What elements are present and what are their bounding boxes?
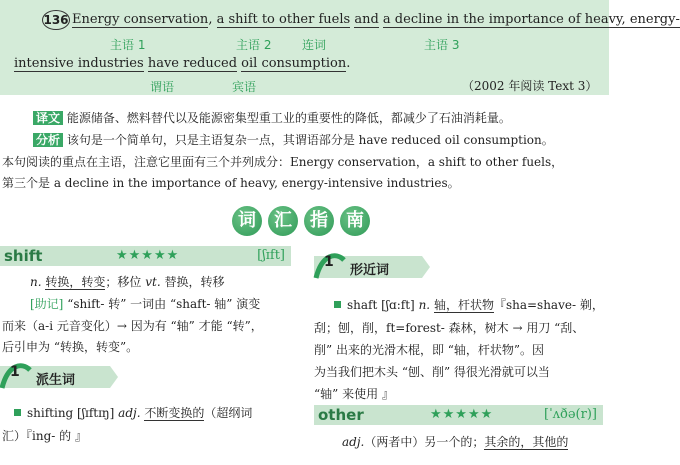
mnemonic-line-1: [助记] “shift- 转” 一词由 “shaft- 轴” 演变 <box>30 297 261 311</box>
similar-line-1: shaft [ʃɑ:ft] n. 轴，杆状物『sha=shave- 剃， <box>334 296 604 313</box>
similar-line-3: 削” 出来的光滑木棍，即 “轴，杆状物”。因 <box>314 343 545 357</box>
tag-subject-1: 主语 1 <box>110 38 146 52</box>
analysis-line-1: 该句是一个简单句，只是主语复杂一点，其谓语部分是 have reduced oil consumption。 <box>66 133 554 147</box>
tag-conjunction: 连词 <box>302 38 327 52</box>
phonetic: [ˈʌðə(r)] <box>544 407 597 422</box>
bullet-icon <box>14 409 21 416</box>
shift-definition: n. 转换，转变；移位 vt. 替换，转移 <box>30 275 225 289</box>
derived-entry-line-1: shifting [ʃɪftɪŋ] adj. 不断变换的（超纲词 <box>14 404 252 421</box>
mnemonic-line-3: 后引申为 “转换，转变”。 <box>2 340 139 354</box>
similar-line-2: 刮；刨，削，ft=forest- 森林，树木 → 用刀 “刮、 <box>314 321 585 335</box>
translation-row <box>33 109 511 126</box>
vocab-title-char-1: 词 <box>232 206 262 236</box>
word-header-other <box>314 405 603 425</box>
predicate: have reduced <box>147 56 238 71</box>
tag-object: 宾语 <box>232 80 257 94</box>
phonetic: [ʃɪft] <box>257 248 285 263</box>
subject-2: a shift to other fuels <box>216 12 351 27</box>
other-definition: adj.（两者中）另一个的；其余的，其他的 <box>342 435 569 449</box>
object: oil consumption <box>241 56 347 71</box>
vocab-title-char-2: 汇 <box>268 206 298 236</box>
sentence-line-1: Energy conservation, a shift to other fuels and a decline in the importance of heavy, energy- <box>72 12 680 27</box>
analysis-row <box>33 131 554 148</box>
star-rating: ★★★★★ <box>116 248 180 263</box>
star-rating: ★★★★★ <box>430 407 494 422</box>
similar-number: 1 <box>324 254 334 270</box>
similar-line-5: “轴” 来使用 』 <box>314 387 394 401</box>
tag-subject-3: 主语 3 <box>424 38 460 52</box>
headword: shift <box>4 247 43 265</box>
conjunction: and <box>354 12 379 27</box>
headword: other <box>318 406 364 424</box>
derived-entry-line-2: 汇）『ing- 的 』 <box>2 429 87 443</box>
vocab-title-char-4: 南 <box>340 206 370 236</box>
vocab-title-char-3: 指 <box>304 206 334 236</box>
similar-line-4: 为当我们把木头 “刨、削” 得很光滑就可以当 <box>314 365 550 379</box>
derived-title: 派生词 <box>36 373 76 388</box>
word-header-shift <box>0 246 291 266</box>
sentence-line-2: intensive industries have reduced oil consumption. <box>14 56 351 71</box>
translation-text: 能源储备、燃料替代以及能源密集型重工业的重要性的降低，都减少了石油消耗量。 <box>66 111 511 125</box>
translation-label: 译文 <box>33 111 63 125</box>
subject-3: a decline in the importance of heavy, energy- <box>382 12 680 27</box>
tag-subject-2: 主语 2 <box>236 38 272 52</box>
similar-title: 形近词 <box>350 263 390 278</box>
analysis-line-2: 本句阅读的重点在主语，注意它里面有三个并列成分：Energy conservation，a shift to other fuels， <box>2 155 564 169</box>
derived-number: 1 <box>10 364 20 380</box>
source-citation: （2002 年阅读 Text 3） <box>462 79 598 93</box>
subject-1: Energy conservation <box>72 12 209 27</box>
mnemonic-label: [助记] <box>30 297 64 311</box>
sentence-number: 136 <box>42 10 70 30</box>
analysis-line-3: 第三个是 a decline in the importance of heavy, energy-intensive industries。 <box>2 176 460 190</box>
tag-predicate: 谓语 <box>150 80 175 94</box>
mnemonic-line-2: 而来（a-i 元音变化）→ 因为有 “轴” 才能 “转”， <box>2 319 263 333</box>
bullet-icon <box>334 301 341 308</box>
analysis-label: 分析 <box>33 133 63 147</box>
